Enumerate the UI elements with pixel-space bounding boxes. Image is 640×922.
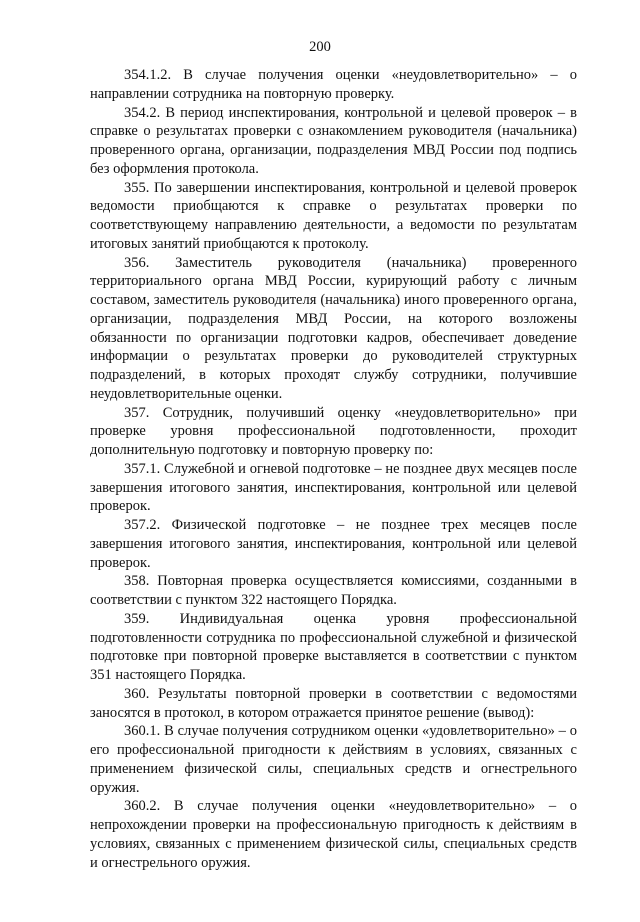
paragraph-360: 360. Результаты повторной проверки в соответствии с ведомостями заносятся в протокол, в котором отражается принятое решение (вывод):	[90, 685, 577, 721]
document-body	[90, 66, 577, 872]
page-number: 200	[309, 39, 331, 55]
paragraph-360-2: 360.2. В случае получения оценки «неудовлетворительно» – о непрохождении проверки на профессиональную пригодность к действиям в условиях, связанных с применением физической силы, специальных средств и огнестрельного оружия.	[90, 798, 577, 871]
paragraph-354-1-2: 354.1.2. В случае получения оценки «неудовлетворительно» – о направлении сотрудника на повторную проверку.	[90, 67, 577, 102]
paragraph-355: 355. По завершении инспектирования, контрольной и целевой проверок ведомости приобщаются к справке о результатах проверки по соответствующему направлению деятельности, а ведомости по результатам итоговых занятий приобщаются к протоколу.	[90, 179, 577, 252]
paragraph-360-1: 360.1. В случае получения сотрудником оценки «удовлетворительно» – о его профессиональной пригодности к действиям в условиях, связанных с применением физической силы, специальных средств и огнестрельного оружия.	[90, 723, 577, 796]
paragraph-357-2: 357.2. Физической подготовке – не позднее трех месяцев после завершения итогового занятия, инспектирования, контрольной или целевой проверок.	[90, 517, 577, 571]
paragraph-354-2: 354.2. В период инспектирования, контрольной и целевой проверок – в справке о результатах проверки с ознакомлением руководителя (начальника) проверенного органа, организации, подразделения МВД России под подпись без оформления протокола.	[90, 104, 577, 177]
paragraph-359: 359. Индивидуальная оценка уровня профессиональной подготовленности сотрудника по профессиональной служебной и физической подготовке при повторной проверке выставляется в соответствии с пунктом 351 настоящего Порядка.	[90, 610, 577, 683]
paragraph-356: 356. Заместитель руководителя (начальника) проверенного территориального органа МВД России, курирующий работу с личным составом, заместитель руководителя (начальника) иного проверенного органа, организации, подразделения МВД России, на которого возложены обязанности по организации подготовки кадров, обеспечивает доведение информации о результатах проверки до руководителей структурных подразделений, в которых проходят службу сотрудники, получившие неудовлетворительные оценки.	[90, 254, 577, 402]
paragraph-358: 358. Повторная проверка осуществляется комиссиями, созданными в соответствии с пунктом 322 настоящего Порядка.	[90, 573, 577, 608]
paragraph-357-1: 357.1. Служебной и огневой подготовке – не позднее двух месяцев после завершения итогового занятия, инспектирования, контрольной или целевой проверок.	[90, 460, 577, 515]
paragraph-357: 357. Сотрудник, получивший оценку «неудовлетворительно» при проверке уровня профессиональной подготовленности, проходит дополнительную подготовку и повторную проверку по:	[90, 404, 577, 458]
